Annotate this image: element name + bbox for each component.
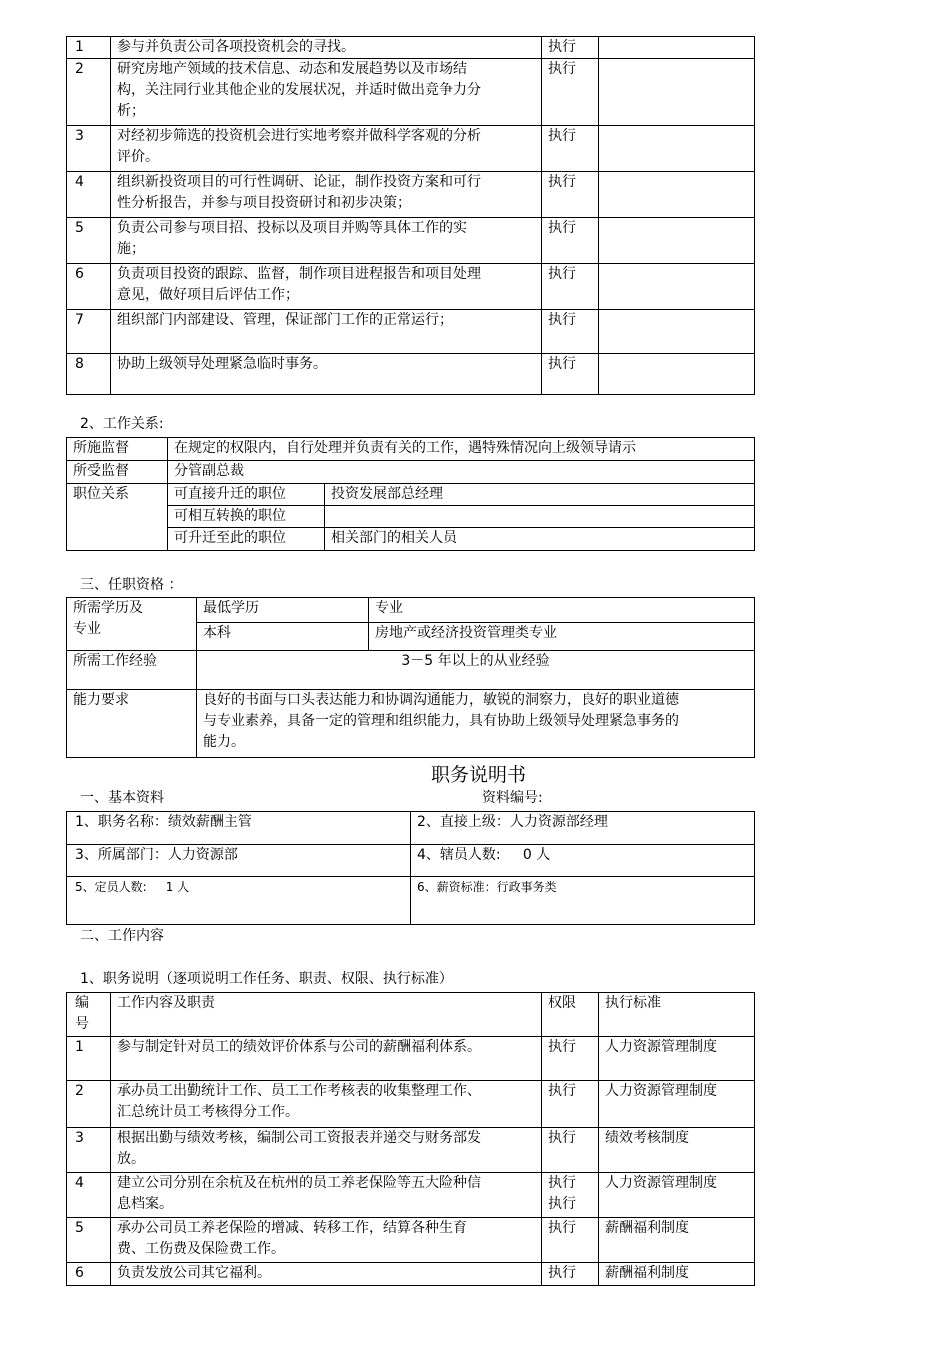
row-content: 负责项目投资的跟踪、监督，制作项目进程报告和项目处理意见，做好项目后评估工作； <box>111 264 542 310</box>
table-row <box>67 690 755 758</box>
row-standard: 薪酬福利制度 <box>599 1218 755 1263</box>
table-row <box>67 1128 755 1173</box>
row-content: 负责公司参与项目招、投标以及项目并购等具体工作的实施； <box>111 218 542 264</box>
row-number: 3 <box>67 1128 111 1173</box>
table-row <box>67 438 755 461</box>
row-authority: 执行 <box>542 59 599 126</box>
row-content: 对经初步筛选的投资机会进行实地考察并做科学客观的分析评价。 <box>111 126 542 172</box>
min-edu-value: 本科 <box>197 623 369 651</box>
supervise-label: 所施监督 <box>67 438 168 461</box>
row-number: 5 <box>67 218 111 264</box>
duty-table-top <box>66 36 755 395</box>
major-value: 房地产或经济投资管理类专业 <box>369 623 755 651</box>
work-relation-heading: 2、工作关系: <box>80 416 164 432</box>
direct-superior: 2、直接上级：人力资源部经理 <box>411 812 755 845</box>
major-label: 专业 <box>369 598 755 623</box>
min-edu-label: 最低学历 <box>197 598 369 623</box>
transfer-value <box>325 506 755 528</box>
row-authority: 执行 <box>542 172 599 218</box>
row-number: 6 <box>67 1263 111 1286</box>
row-standard: 薪酬福利制度 <box>599 1263 755 1286</box>
edu-label-line1: 所需学历及 <box>73 600 143 616</box>
row-content: 协助上级领导处理紧急临时事务。 <box>111 354 542 395</box>
qualification-heading: 三、任职资格 ： <box>80 577 183 593</box>
col-authority-header: 权限 <box>542 993 599 1037</box>
salary-standard: 6、薪资标准：行政事务类 <box>411 877 755 925</box>
row-authority-line2: 执行 <box>548 1196 576 1212</box>
row-standard <box>599 172 755 218</box>
basic-info-table <box>66 811 755 925</box>
row-standard <box>599 264 755 310</box>
row-number: 1 <box>67 1037 111 1081</box>
table-header-row <box>67 993 755 1037</box>
row-authority: 执行 <box>542 1263 599 1286</box>
row-standard <box>599 37 755 59</box>
table-row <box>67 37 755 59</box>
table-row <box>67 218 755 264</box>
table-row <box>67 461 755 484</box>
row-standard: 绩效考核制度 <box>599 1128 755 1173</box>
row-authority: 执行 <box>542 1037 599 1081</box>
row-standard: 人力资源管理制度 <box>599 1173 755 1218</box>
job-description-heading: 1、职务说明（逐项说明工作任务、职责、权限、执行标准） <box>80 971 453 987</box>
table-row <box>67 812 755 845</box>
headcount: 5、定员人数: 1 人 <box>67 877 411 925</box>
table-row <box>67 1037 755 1081</box>
row-content: 组织新投资项目的可行性调研、论证，制作投资方案和可行性分析报告，并参与项目投资研讨和初步决策； <box>111 172 542 218</box>
row-standard <box>599 354 755 395</box>
row-number: 3 <box>67 126 111 172</box>
row-content: 建立公司分别在余杭及在杭州的员工养老保险等五大险种信息档案。 <box>111 1173 542 1218</box>
position-label: 职位关系 <box>67 484 168 551</box>
row-number: 8 <box>67 354 111 395</box>
supervise-value: 在规定的权限内，自行处理并负责有关的工作，遇特殊情况向上级领导请示 <box>168 438 755 461</box>
row-number: 4 <box>67 1173 111 1218</box>
table-row <box>67 1173 755 1218</box>
from-value: 相关部门的相关人员 <box>325 528 755 551</box>
row-number: 4 <box>67 172 111 218</box>
edu-label-line2: 专业 <box>73 621 101 637</box>
row-authority: 执行 <box>542 37 599 59</box>
table-row <box>67 598 755 623</box>
department: 3、所属部门：人力资源部 <box>67 845 411 877</box>
row-content: 承办员工出勤统计工作、员工工作考核表的收集整理工作、汇总统计员工考核得分工作。 <box>111 1081 542 1128</box>
row-authority: 执行 <box>542 1081 599 1128</box>
ability-label: 能力要求 <box>67 690 197 758</box>
ability-value: 良好的书面与口头表达能力和协调沟通能力，敏锐的洞察力，良好的职业道德与专业素养，具备一定的管理和组织能力，具有协助上级领导处理紧急事务的能力。 <box>197 690 755 758</box>
job-name: 1、职务名称：绩效薪酬主管 <box>67 812 411 845</box>
row-content: 组织部门内部建设、管理，保证部门工作的正常运行； <box>111 310 542 354</box>
table-row <box>67 528 755 551</box>
table-row <box>67 506 755 528</box>
row-content: 参与制定针对员工的绩效评价体系与公司的薪酬福利体系。 <box>111 1037 542 1081</box>
subordinate-count: 4、辖员人数: 0 人 <box>411 845 755 877</box>
row-content: 研究房地产领域的技术信息、动态和发展趋势以及市场结构，关注同行业其他企业的发展状况，并适时做出竞争力分析； <box>111 59 542 126</box>
edu-label <box>67 598 197 651</box>
row-standard <box>599 310 755 354</box>
table-row <box>67 354 755 395</box>
qualification-table <box>66 597 755 758</box>
promote-label: 可直接升迁的职位 <box>168 484 325 506</box>
row-authority: 执行 <box>542 1128 599 1173</box>
supervised-value: 分管副总裁 <box>168 461 755 484</box>
col-content-header: 工作内容及职责 <box>111 993 542 1037</box>
doc-number-label: 资料编号: <box>482 790 543 806</box>
from-label: 可升迁至此的职位 <box>168 528 325 551</box>
row-number: 2 <box>67 59 111 126</box>
row-standard <box>599 218 755 264</box>
row-content: 承办公司员工养老保险的增减、转移工作，结算各种生育费、工伤费及保险费工作。 <box>111 1218 542 1263</box>
row-content: 参与并负责公司各项投资机会的寻找。 <box>111 37 542 59</box>
exp-value: 3－5 年以上的从业经验 <box>197 651 755 690</box>
col-number-line2: 号 <box>75 1016 89 1032</box>
table-row <box>67 1263 755 1286</box>
table-row <box>67 1081 755 1128</box>
col-standard-header: 执行标准 <box>599 993 755 1037</box>
row-authority <box>542 1173 599 1218</box>
row-authority-line1: 执行 <box>548 1175 576 1191</box>
row-authority: 执行 <box>542 264 599 310</box>
row-number: 7 <box>67 310 111 354</box>
row-number: 6 <box>67 264 111 310</box>
row-standard <box>599 59 755 126</box>
work-relation-table <box>66 437 755 551</box>
row-number: 5 <box>67 1218 111 1263</box>
work-content-heading: 二、工作内容 <box>80 928 164 944</box>
row-number: 1 <box>67 37 111 59</box>
table-row <box>67 310 755 354</box>
table-row <box>67 484 755 506</box>
col-number-line1: 编 <box>75 995 89 1011</box>
table-row <box>67 126 755 172</box>
row-authority: 执行 <box>542 126 599 172</box>
row-content: 根据出勤与绩效考核，编制公司工资报表并递交与财务部发放。 <box>111 1128 542 1173</box>
exp-label: 所需工作经验 <box>67 651 197 690</box>
row-standard <box>599 126 755 172</box>
row-standard: 人力资源管理制度 <box>599 1037 755 1081</box>
row-number: 2 <box>67 1081 111 1128</box>
table-row <box>67 264 755 310</box>
row-authority: 执行 <box>542 354 599 395</box>
table-row <box>67 651 755 690</box>
basic-info-heading: 一、基本资料 <box>80 790 164 806</box>
row-authority: 执行 <box>542 310 599 354</box>
row-authority: 执行 <box>542 1218 599 1263</box>
row-standard: 人力资源管理制度 <box>599 1081 755 1128</box>
table-row <box>67 59 755 126</box>
row-authority: 执行 <box>542 218 599 264</box>
promote-value: 投资发展部总经理 <box>325 484 755 506</box>
table-row <box>67 1218 755 1263</box>
document-title: 职务说明书 <box>431 764 527 786</box>
transfer-label: 可相互转换的职位 <box>168 506 325 528</box>
duty-table-bottom <box>66 992 755 1286</box>
table-row <box>67 172 755 218</box>
col-number-header <box>67 993 111 1037</box>
row-content: 负责发放公司其它福利。 <box>111 1263 542 1286</box>
table-row <box>67 845 755 877</box>
table-row <box>67 877 755 925</box>
supervised-label: 所受监督 <box>67 461 168 484</box>
